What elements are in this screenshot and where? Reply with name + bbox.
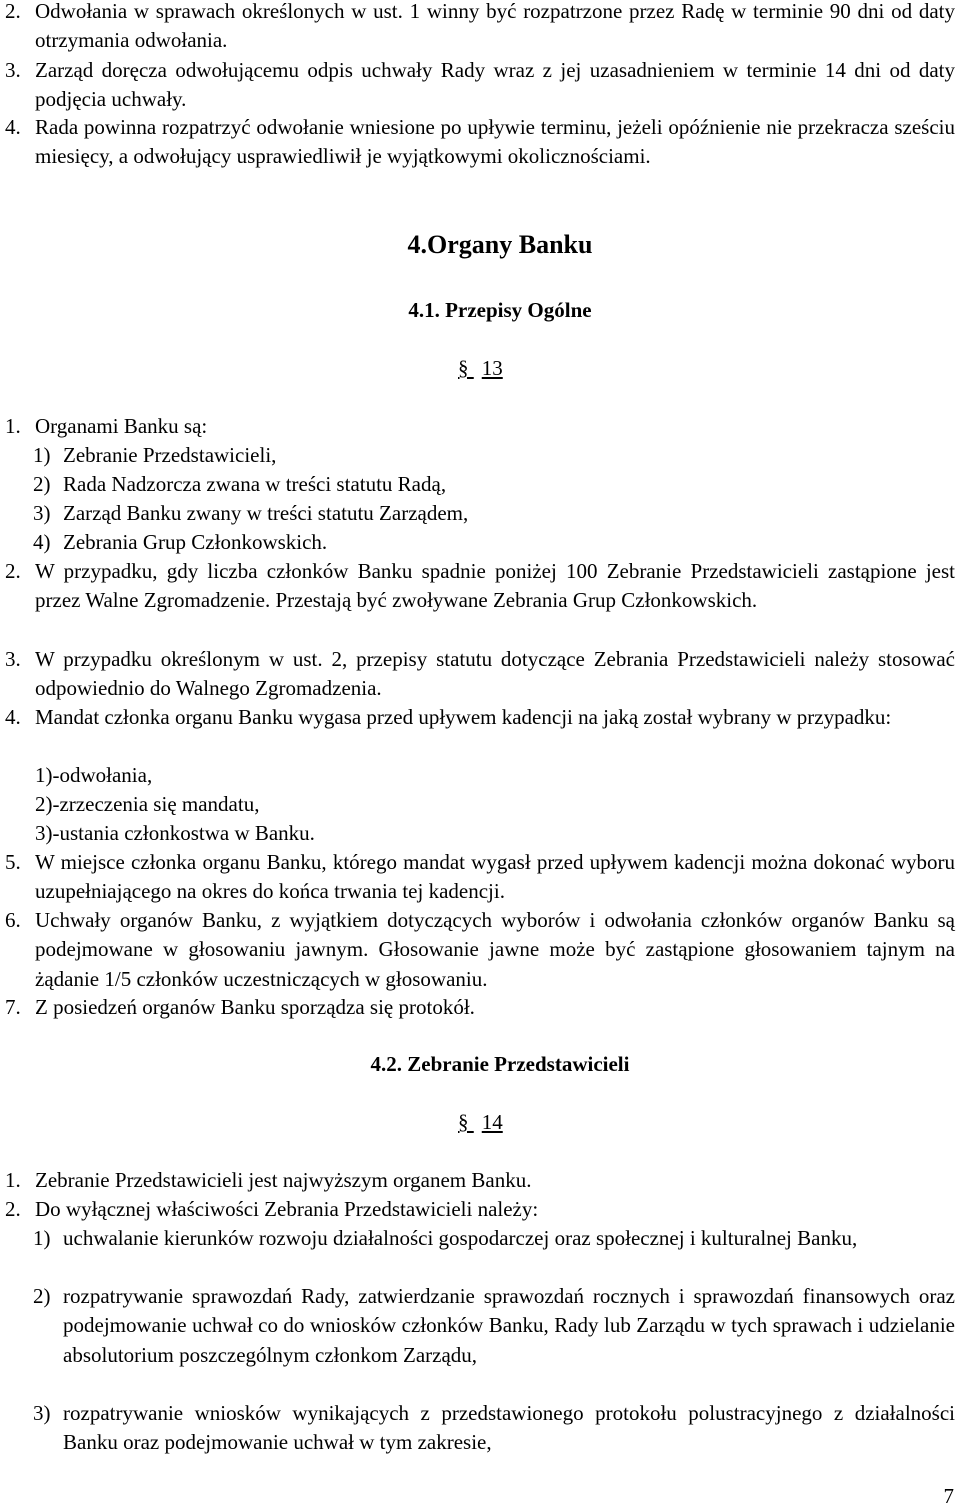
item-text: W przypadku, gdy liczba członków Banku spadnie poniżej 100 Zebranie Przedstawicieli zastąpione jest przez Walne Zgromadzenie. Przestają być zwoływane Zebrania Grup Członkowskich. [35, 559, 955, 613]
sub-item [33, 470, 955, 499]
sub-item [33, 441, 955, 470]
item-text: uchwalanie kierunków rozwoju działalności gospodarczej oraz społecznej i kulturalnej Banku, [63, 1226, 858, 1250]
list-item [5, 703, 955, 732]
item-number: 1. [5, 414, 21, 438]
item-number: 7. [5, 995, 21, 1019]
section-sign-icon: § [458, 1110, 469, 1134]
list-item [5, 56, 955, 115]
item-text: Zebranie Przedstawicieli jest najwyższym organem Banku. [35, 1168, 532, 1192]
item-number: 3) [33, 501, 51, 525]
item-text: W przypadku określonym w ust. 2, przepisy statutu dotyczące Zebrania Przedstawicieli należy stosować odpowiednio do Walnego Zgromadzenia. [35, 647, 955, 701]
sub-item [33, 1224, 955, 1253]
item-number: 2. [5, 1197, 21, 1221]
sub-item [33, 1282, 955, 1370]
item-number: 3. [5, 58, 21, 82]
item-text: Rada Nadzorcza zwana w treści statutu Radą, [63, 472, 447, 496]
item-number: 1. [5, 1168, 21, 1192]
list-item [5, 1195, 955, 1224]
item-text: Uchwały organów Banku, z wyjątkiem dotyczących wyborów i odwołania członków organów Banku są podejmowane w głosowaniu jawnym. Głosowanie jawne może być zastąpione głosowaniem tajnym na żądanie 1/5 członków uczestniczących w głosowaniu. [35, 908, 955, 991]
section-title: 4.2. Zebranie Przedstawicieli [370, 1052, 630, 1076]
item-number: 1) [33, 1226, 51, 1250]
paragraph-number: 14 [481, 1110, 503, 1134]
section-sign-icon: § [458, 356, 469, 380]
item-text: Zebranie Przedstawicieli, [63, 443, 277, 467]
item-number: 1) [33, 443, 51, 467]
item-number: 5. [5, 850, 21, 874]
chapter-title: 4.Organy Banku [407, 230, 593, 259]
list-item [5, 557, 955, 616]
sub-item [33, 528, 955, 557]
list-item [5, 848, 955, 907]
list-item [5, 412, 955, 441]
list-item [5, 0, 955, 56]
section-title: 4.1. Przepisy Ogólne [408, 298, 592, 322]
item-number: 2) [33, 1284, 51, 1308]
item-number: 2) [33, 472, 51, 496]
item-text: Odwołania w sprawach określonych w ust. 1 winny być rozpatrzone przez Radę w terminie 90 dni od daty otrzymania odwołania. [35, 0, 955, 53]
item-number: 2. [5, 0, 21, 23]
item-number: 2. [5, 559, 21, 583]
item-text: Do wyłącznej właściwości Zebrania Przedstawicieli należy: [35, 1197, 539, 1221]
list-item [5, 113, 955, 172]
item-number: 4. [5, 115, 21, 139]
list-item [5, 645, 955, 704]
list-item [5, 1166, 955, 1195]
item-number: 3. [5, 647, 21, 671]
item-text: Zarząd Banku zwany w treści statutu Zarządem, [63, 501, 469, 525]
paragraph-mark [458, 1108, 503, 1137]
sub-item: 2)-zrzeczenia się mandatu, [35, 792, 260, 816]
item-text: Z posiedzeń organów Banku sporządza się protokół. [35, 995, 475, 1019]
item-number: 4. [5, 705, 21, 729]
item-text: rozpatrywanie wniosków wynikających z przedstawionego protokołu polustracyjnego z działalności Banku oraz podejmowanie uchwał w tym zakresie, [63, 1401, 955, 1455]
item-number: 3) [33, 1401, 51, 1425]
item-text: Organami Banku są: [35, 414, 208, 438]
item-text: Mandat członka organu Banku wygasa przed upływem kadencji na jaką został wybrany w przypadku: [35, 705, 892, 729]
item-text: Zarząd doręcza odwołującemu odpis uchwały Rady wraz z jej uzasadnieniem w terminie 14 dni od daty podjęcia uchwały. [35, 58, 955, 112]
sub-item [33, 499, 955, 528]
sub-item [33, 1399, 955, 1458]
list-item [5, 906, 955, 994]
paragraph-number: 13 [481, 356, 503, 380]
item-number: 4) [33, 530, 51, 554]
paragraph-mark [458, 354, 503, 383]
list-item [5, 993, 955, 1022]
item-text: Rada powinna rozpatrzyć odwołanie wniesione po upływie terminu, jeżeli opóźnienie nie przekracza sześciu miesięcy, a odwołujący usprawiedliwił je wyjątkowymi okolicznościami. [35, 115, 955, 169]
item-text: W miejsce członka organu Banku, którego mandat wygasł przed upływem kadencji można dokonać wyboru uzupełniającego na okres do końca trwania tej kadencji. [35, 850, 955, 904]
item-text: Zebrania Grup Członkowskich. [63, 530, 328, 554]
sub-item: 1)-odwołania, [35, 763, 153, 787]
item-number: 6. [5, 908, 21, 932]
item-text: rozpatrywanie sprawozdań Rady, zatwierdzanie sprawozdań rocznych i sprawozdań finansowych oraz podejmowanie uchwał co do wniosków członków Banku, Rady lub Zarządu w tych sprawach i udzielanie absolutorium poszczególnym członkom Zarządu, [63, 1284, 955, 1367]
page-number: 7 [943, 1484, 954, 1508]
sub-item: 3)-ustania członkostwa w Banku. [35, 821, 315, 845]
